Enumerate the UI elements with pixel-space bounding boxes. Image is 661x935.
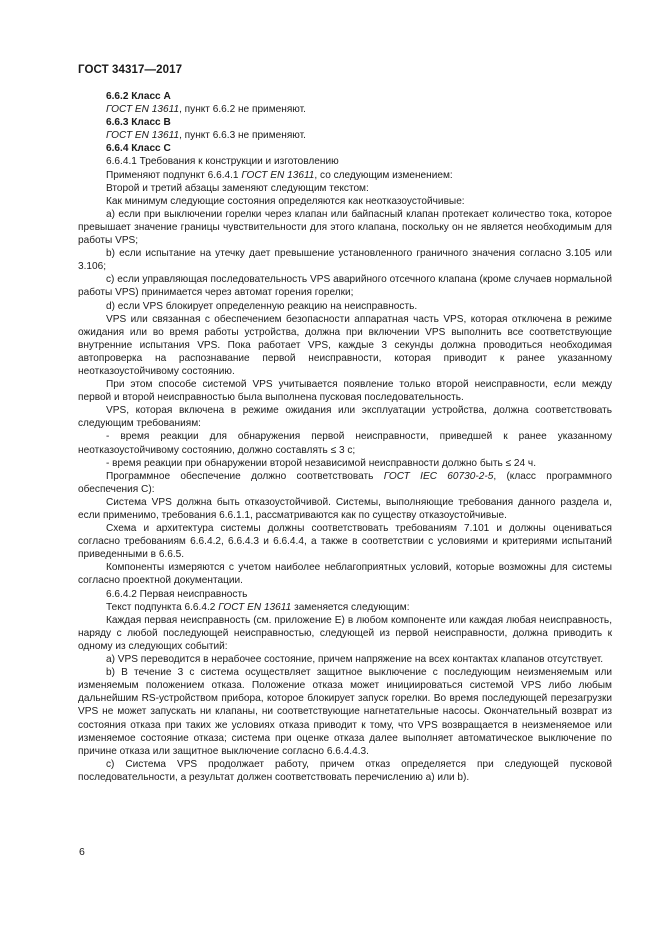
paragraph: 6.6.4.2 Первая неисправность [106,588,248,600]
paragraph: Применяют подпункт 6.6.4.1 ГОСТ EN 13611, со следующим изменением: [106,169,453,181]
paragraph: Каждая первая неисправность (см. приложение E) в любом компоненте или каждая любая неисправность, наряду с любой последующей неисправностью, следующей из первой неисправности, должна приводить к одному из следующих событий: [78,614,612,652]
paragraph: а) если при выключении горелки через клапан или байпасный клапан протекает количество тока, которое превышает значение границы чувствительности для этого клапана, поскольку он не является необходимым для работы VPS; [78,208,612,247]
paragraph: c) если управляющая последовательность VPS аварийного отсечного клапана (кроме случаев нормальной работы VPS) принимается через автомат горения горелки; [78,274,612,299]
paragraph: - время реакции при обнаружении второй независимой неисправности должно быть ≤ 24 ч. [106,457,536,469]
paragraph: a) VPS переводится в нерабочее состояние, причем напряжение на всех контактах клапанов отсутствует. [106,654,604,666]
section-heading: 6.6.2 Класс A [106,91,171,102]
section-heading: 6.6.3 Класс B [106,117,171,129]
paragraph: VPS, которая включена в режиме ожидания или эксплуатации устройства, должна соответствовать следующим требованиям: [78,405,612,430]
paragraph: c) Система VPS продолжает работу, причем отказ определяется при следующей пусковой последовательности, а результат должен соответствовать перечислению а) или b). [78,758,612,783]
paragraph: Программное обеспечение должно соответствовать ГОСТ IEC 60730-2-5, (класс программного обеспечения C): [78,470,612,495]
paragraph: Второй и третий абзацы заменяют следующим текстом: [106,182,369,194]
paragraph: d) если VPS блокирует определенную реакцию на неисправность. [106,300,418,312]
paragraph: Как минимум следующие состояния определяются как неотказоустойчивые: [106,195,465,207]
paragraph: Система VPS должна быть отказоустойчивой. Системы, выполняющие требования данного раздела и, если применимо, требования 6.6.1.1, рассматриваются как по существу отказоустойчивые. [78,496,612,521]
paragraph: ГОСТ EN 13611, пункт 6.6.3 не применяют. [106,130,306,142]
paragraph: ГОСТ EN 13611, пункт 6.6.2 не применяют. [106,104,306,116]
paragraph: Схема и архитектура системы должны соответствовать требованиям 7.101 и должны оцениваться согласно требованиям 6.6.4.2, 6.6.4.3 и 6.6.4.4, а также в соответствии с условиями и критериями испытаний приведенными в 6.6.5. [78,523,612,561]
page-number: 6 [79,846,85,858]
paragraph: b) если испытание на утечку дает превышение установленного граничного значения согласно 3.105 или 3.106; [78,248,612,273]
document-body [78,90,612,784]
paragraph: b) В течение 3 с система осуществляет защитное выключение с последующим неизменяемым или изменяемым положением отказа. Положение отказа может инициироваться системой VPS либо любым дальнейшим RS-устройством прибора, которое блокирует запуск горелки. Во время последующей перезагрузки VPS не может запускать ни клапаны, ни соответствующие нагнетательные насосы. Окончательный возврат из состояния отказа при таких же условиях отказа приводит к тому, что VPS возвращается в неизменяемое или изменяемое состояние отказа; система при оценке отказа далее выполняет автоматическое выключение по причине отказа или защитное выключение согласно 6.6.4.4.3. [78,667,612,757]
paragraph: При этом способе системой VPS учитывается появление только второй неисправности, если между первой и второй неисправностью была выполнена пусковая последовательность. [78,379,612,404]
paragraph: 6.6.4.1 Требования к конструкции и изготовлению [106,156,339,168]
section-heading: 6.6.4 Класс C [106,143,171,155]
paragraph: Компоненты измеряются с учетом наиболее неблагоприятных условий, которые возможны для системы согласно проектной документации. [78,562,612,587]
document-header: ГОСТ 34317—2017 [78,64,183,76]
paragraph: Текст подпункта 6.6.4.2 ГОСТ EN 13611 заменяется следующим: [106,601,410,613]
paragraph: - время реакции для обнаружения первой неисправности, приведшей к ранее указанному неотказоустойчивому состоянию, должно составлять ≤ 3 с; [78,431,612,456]
paragraph: VPS или связанная с обеспечением безопасности аппаратная часть VPS, которая отключена в режиме ожидания или во время работы устройства, должна при включении VPS выполнить все соответствующие внутренние испытания VPS. Пока работает VPS, каждые 3 секунды должна проводиться необходимая автопроверка на распознавание первой неисправности, которая приводит к ранее указанному неотказоустойчивому состоянию. [78,313,612,377]
